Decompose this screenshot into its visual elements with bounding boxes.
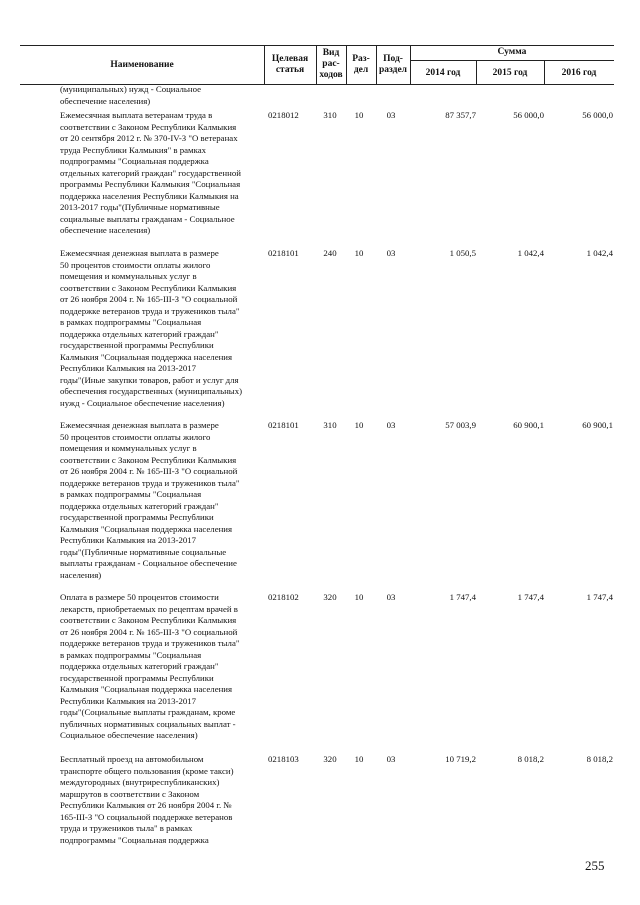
row-target: 0218012 [268, 110, 299, 120]
row-podrazdel: 03 [386, 592, 396, 602]
row-vid: 320 [323, 754, 337, 764]
row-sum-2015: 8 018,2 [517, 754, 544, 764]
header-vid: Вид рас- ходов [319, 48, 343, 80]
row-vid: 310 [323, 110, 337, 120]
header-target: Целевая статья [271, 54, 309, 75]
row-podrazdel: 03 [386, 420, 396, 430]
row-razdel: 10 [354, 110, 364, 120]
row-vid: 310 [323, 420, 337, 430]
row-sum-2016: 1 042,4 [586, 248, 613, 258]
row-name: Ежемесячная выплата ветеранам труда в соответствии с Законом Республики Калмыкия от 20 сентября 2012 г. № 370-IV-З "О ветеранах труда Республики Калмыкия" в рамках подпрограммы "Социальная поддержка отдельных категорий граждан" государственной программы Республики Калмыкия "Социальная поддержка населения Республики Калмыкия на 2013-2017 годы"(Публичные нормативные социальные выплаты гражданам - Социальное обеспечение населения) [60, 110, 241, 235]
row-razdel: 10 [354, 592, 364, 602]
row-target: 0218103 [268, 754, 299, 764]
row-sum-2015: 60 900,1 [513, 420, 544, 430]
header-2015: 2015 год [492, 68, 528, 78]
row-razdel: 10 [354, 248, 364, 258]
row-name: Бесплатный проезд на автомобильном транспорте общего пользования (кроме такси) междугородных (внутриреспубликанских) маршрутов в соответствии с Законом Республики Калмыкия от 26 ноября 2004 г. № 165-III-З "О социальной поддержке ветеранов труда и тружеников тыла" в рамках подпрограммы "Социальная поддержка [60, 754, 234, 845]
row-target: 0218101 [268, 420, 299, 430]
row-sum-2016: 56 000,0 [582, 110, 613, 120]
row-sum-2015: 1 747,4 [517, 592, 544, 602]
row-sum-2015: 56 000,0 [513, 110, 544, 120]
row-name: Ежемесячная денежная выплата в размере 50 процентов стоимости оплаты жилого помещения и коммунальных услуг в соответствии с Законом Республики Калмыкия от 26 ноября 2004 г. № 165-III-З "О социальной поддержке ветеранов труда и тружеников тыла" в рамках подпрограммы "Социальная поддержка отдельных категорий граждан" государственной программы Республики Калмыкия "Социальная поддержка населения Республики Калмыкия на 2013-2017 годы"(Иные закупки товаров, работ и услуг для обеспечения государственных (муниципальных) нужд - Социальное обеспечение населения) [60, 248, 243, 408]
row-name: Ежемесячная денежная выплата в размере 50 процентов стоимости оплаты жилого помещения и коммунальных услуг в соответствии с Законом Республики Калмыкия от 26 ноября 2004 г. № 165-III-З "О социальной поддержке ветеранов труда и тружеников тыла" в рамках подпрограммы "Социальная поддержка отдельных категорий граждан" государственной программы Республики Калмыкия "Социальная поддержка населения Республики Калмыкия на 2013-2017 годы"(Публичные нормативные социальные выплаты гражданам - Социальное обеспечение населения) [60, 420, 240, 580]
row-podrazdel: 03 [386, 248, 396, 258]
row-target: 0218101 [268, 248, 299, 258]
header-summa: Сумма [497, 47, 527, 57]
row-sum-2014: 1 747,4 [449, 592, 476, 602]
row-sum-2016: 8 018,2 [586, 754, 613, 764]
row-sum-2016: 60 900,1 [582, 420, 613, 430]
header-name: Наименование [110, 60, 174, 70]
header-2014: 2014 год [425, 68, 461, 78]
row-podrazdel: 03 [386, 754, 396, 764]
row-vid: 320 [323, 592, 337, 602]
row-razdel: 10 [354, 754, 364, 764]
row-target: 0218102 [268, 592, 299, 602]
row-sum-2014: 57 003,9 [445, 420, 476, 430]
continuation-text: (муниципальных) нужд - Социальное обеспечение населения) [60, 84, 202, 106]
header-podrazdel: Под- раздел [378, 54, 408, 75]
row-sum-2015: 1 042,4 [517, 248, 544, 258]
header-razdel: Раз- дел [352, 54, 370, 75]
row-podrazdel: 03 [386, 110, 396, 120]
row-sum-2014: 1 050,5 [449, 248, 476, 258]
row-vid: 240 [323, 248, 337, 258]
header-2016: 2016 год [561, 68, 597, 78]
row-sum-2014: 87 357,7 [445, 110, 476, 120]
page-number: 255 [585, 858, 605, 873]
row-sum-2016: 1 747,4 [586, 592, 613, 602]
row-name: Оплата в размере 50 процентов стоимости лекарств, приобретаемых по рецептам врачей в соответствии с Законом Республики Калмыкия от 26 ноября 2004 г. № 165-III-З "О социальной поддержке ветеранов труда и тружеников тыла" в рамках подпрограммы "Социальная поддержка отдельных категорий граждан" государственной программы Республики Калмыкия "Социальная поддержка населения Республики Калмыкия на 2013-2017 годы"(Социальные выплаты гражданам, кроме публичных нормативных социальных выплат - Социальное обеспечение населения) [60, 592, 240, 740]
table-header [20, 45, 614, 85]
row-razdel: 10 [354, 420, 364, 430]
row-sum-2014: 10 719,2 [445, 754, 476, 764]
